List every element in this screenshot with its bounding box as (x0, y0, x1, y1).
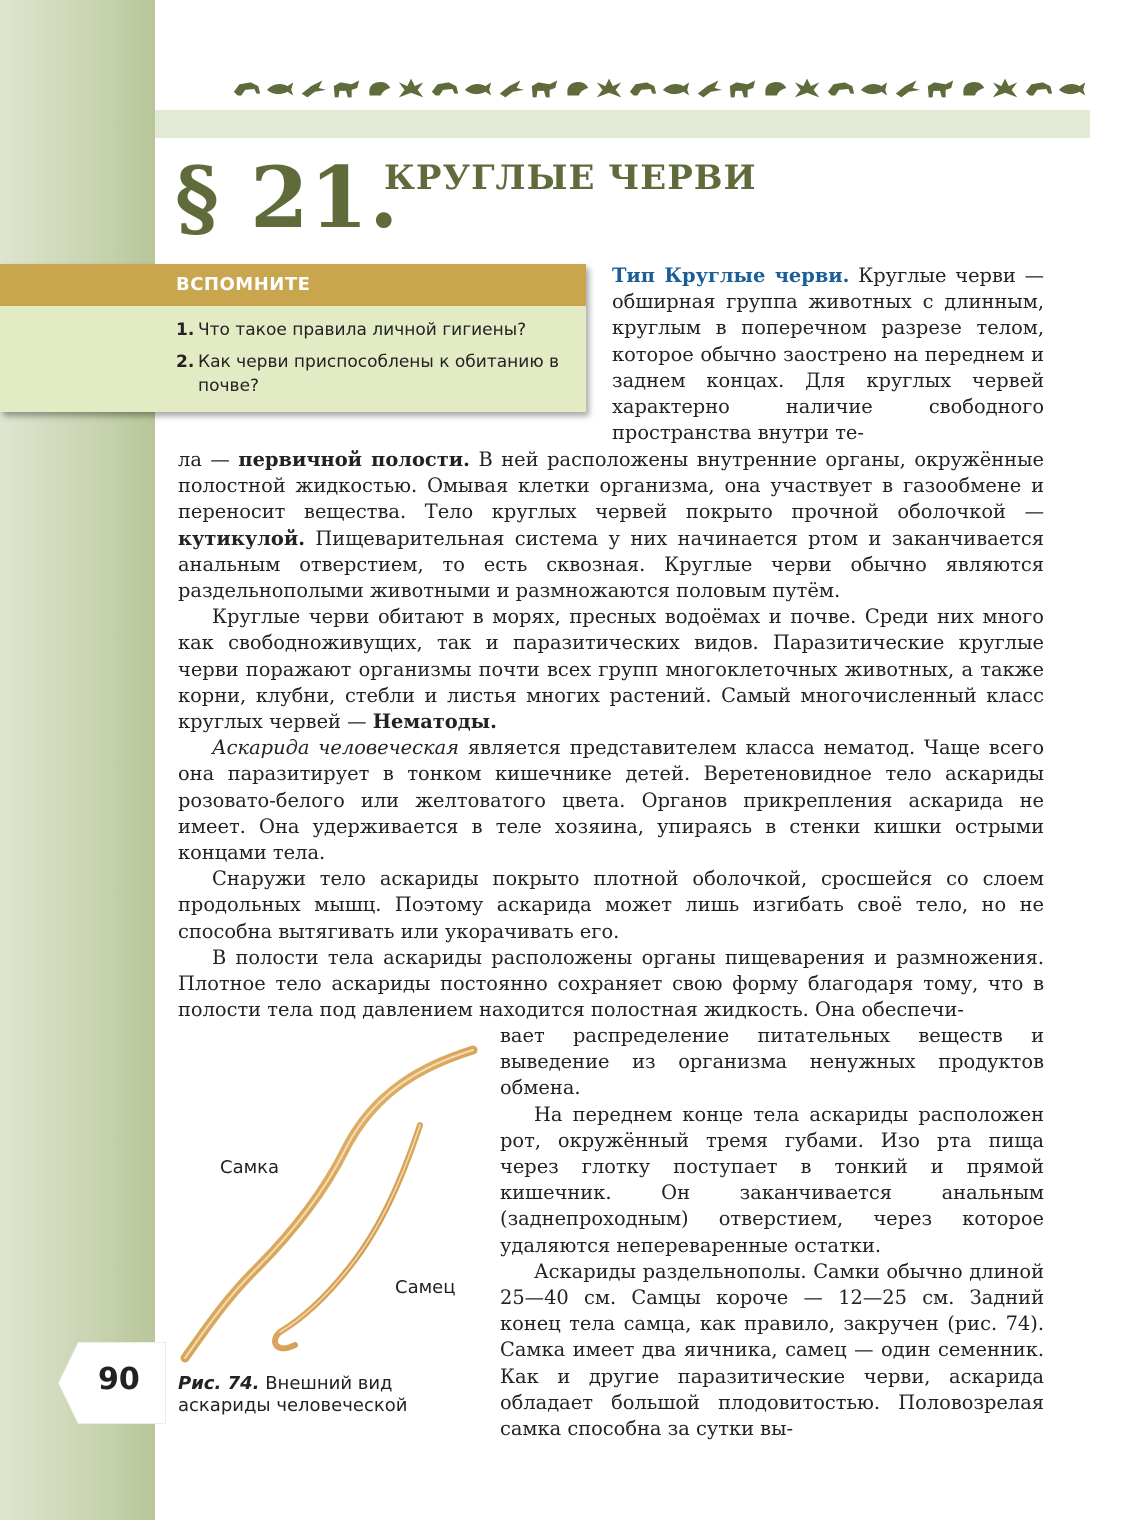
chapter-title: КРУГЛЫЕ ЧЕРВИ (384, 158, 757, 198)
figure-caption: Рис. 74. Внешний вид аскариды человеческой (178, 1373, 408, 1416)
recall-questions (0, 306, 586, 398)
page-sidebar (0, 0, 155, 1520)
recall-question: 2. Как черви приспособлены к обитанию в почве? (176, 352, 560, 396)
label-male: Самец (395, 1277, 456, 1298)
recall-box (0, 264, 586, 412)
label-female: Самка (220, 1157, 280, 1178)
side-text (500, 1023, 1044, 1442)
female-worm (185, 1050, 473, 1358)
animal-silhouettes-icon (232, 72, 1092, 104)
term-cuticle: кутикулой. (178, 526, 305, 550)
term-primary-cavity: первичной полости. (238, 448, 470, 471)
intro-paragraph: Тип Круглые черви. Круглые черви — обширная группа животных с длинным, круглым в поперечном разрезе телом, которое обычно заострено на переднем и заднем концах. Для круглых червей характерно наличие свободного пространства внутри те- (612, 264, 1044, 445)
figure-ascaris (175, 1040, 495, 1370)
paragraph: Аскариды раздельнополы. Самки обычно длиной 25—40 см. Самцы короче — 12—25 см. Задний конец тела самца, как правило, закручен (рис. 74). Самка имеет два яичника, самец — один семенник. Как и другие паразитические черви, аскарида обладает большой плодовитостью. Половозрелая самка способна за сутки вы- (500, 1259, 1044, 1441)
term-ascaris: Аскарида человеческая (212, 736, 460, 760)
paragraph: Снаружи тело аскариды покрыто плотной оболочкой, сросшейся со слоем продольных мышц. Поэтому аскарида может лишь изгибать своё тело, но не способна вытягивать или укорачивать его. (178, 867, 1044, 943)
term-type: Тип Круглые черви. (612, 264, 850, 287)
recall-heading: ВСПОМНИТЕ (0, 264, 586, 306)
term-nematodes: Нематоды. (372, 710, 497, 734)
male-worm (275, 1125, 420, 1348)
paragraph: На переднем конце тела аскариды расположен рот, окружённый тремя губами. Изо рта пища через глотку поступает в тонкий и прямой кишечник. Он заканчивается анальным (заднепроходным) отверстием, через которое удаляются непереваренные остатки. (500, 1102, 1044, 1257)
main-text: ла — первичной полости. В ней расположены внутренние органы, окружённые полостной жидкостью. Омывая клетки организма, она участвует в газообмене и переносит вещества. Тело круглых червей покрыто прочной оболочкой — кутикулой. Пищеварительная система у них начинается ртом и заканчивается анальным отверстием, то есть сквозная. Круглые черви обычно являются раздельнополыми животными и размножаются половым путём. Круглые черви обитают в морях, пресных водоёмах и почве. Среди них много как свободноживущих, так и паразитических видов. Паразитические круглые черви поражают организмы почти всех групп многоклеточных животных, а также корни, клубни, стебли и листья многих растений. Самый многочисленный класс круглых червей — Нематоды. Аскарида человеческая является представителем класса нематод. Чаще всего она паразитирует в тонком кишечнике детей. Веретеновидное тело аскариды розовато-белого или желтоватого цвета. Органов прикрепления аскарида не имеет. Она удерживается в теле хозяина, упираясь в стенки кишки острыми концами тела. Снаружи тело аскариды покрыто плотной оболочкой, сросшейся со слоем продольных мышц. Поэтому аскарида может лишь изгибать своё тело, но не способна вытягивать или укорачивать его. В полости тела аскариды расположены органы пищеварения и размножения. Плотное тело аскариды постоянно сохраняет свою форму благодаря тому, что в полости тела под давлением находится полостная жидкость. Она обеспечи- (178, 447, 1044, 1023)
header-band (155, 110, 1090, 138)
ascaris-illustration (175, 1040, 495, 1370)
paragraph: В полости тела аскариды расположены органы пищеварения и размножения. Плотное тело аскариды постоянно сохраняет свою форму благодаря тому, что в полости тела под давлением находится полостная жидкость. Она обеспечи- (178, 945, 1044, 1022)
paragraph-number: § 21. (175, 148, 400, 247)
paragraph: вает распределение питательных веществ и выведение из организма ненужных продуктов обмена. (500, 1024, 1044, 1100)
recall-question: 1. Что такое правила личной гигиены? (176, 320, 527, 340)
page-number: 90 (98, 1362, 140, 1397)
